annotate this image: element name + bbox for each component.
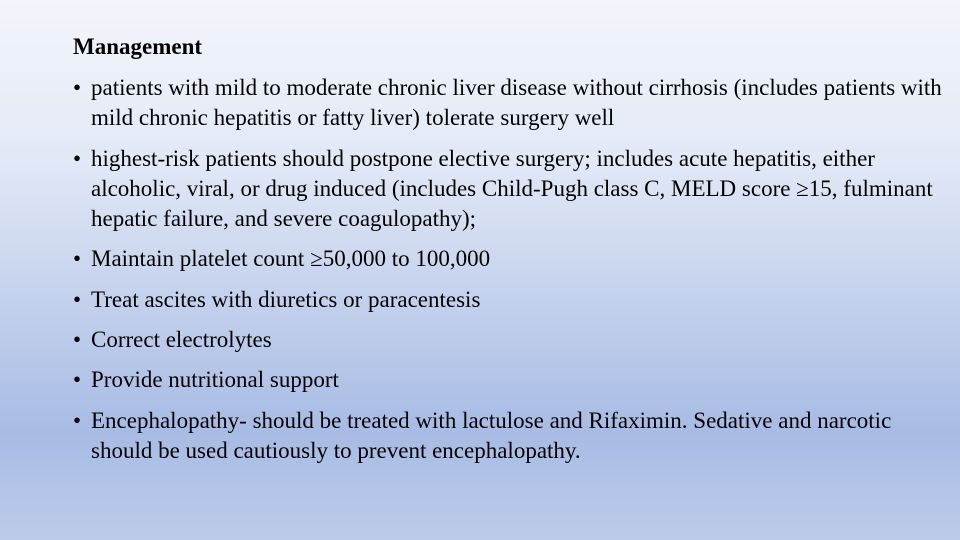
bullet-icon: • <box>73 327 82 353</box>
bullet-text: highest-risk patients should postpone elective surgery; includes acute hepatitis, either alcoholic, viral, or drug induced (includes Child-Pugh class C, MELD score ≥15, fulminant hepatic failure, and severe coagulopathy); <box>91 145 933 232</box>
bullet-text: Treat ascites with diuretics or paracentesis <box>91 286 481 312</box>
bullet-text: patients with mild to moderate chronic liver disease without cirrhosis (includes patients with mild chronic hepatitis or fatty liver) tolerate surgery well <box>91 75 942 131</box>
bullet-icon: • <box>73 246 82 272</box>
bullet-icon: • <box>73 145 82 171</box>
bullet-text: Provide nutritional support <box>91 367 339 393</box>
bullet-item <box>73 285 948 315</box>
bullet-text: Maintain platelet count ≥50,000 to 100,000 <box>91 246 491 272</box>
bullet-item <box>73 73 948 134</box>
bullet-icon: • <box>73 367 82 393</box>
bullet-text: Encephalopathy- should be treated with lactulose and Rifaximin. Sedative and narcotic should be used cautiously to prevent encephalopathy. <box>91 407 892 463</box>
bullet-item <box>73 406 948 467</box>
bullet-icon: • <box>73 407 82 433</box>
bullet-icon: • <box>73 286 82 312</box>
bullet-text: Correct electrolytes <box>91 327 272 353</box>
bullet-item <box>73 365 948 395</box>
bullet-item <box>73 244 948 274</box>
bullet-item <box>73 144 948 235</box>
bullet-list <box>73 73 948 476</box>
bullet-icon: • <box>73 75 82 100</box>
bullet-item <box>73 325 948 355</box>
slide-title: Management <box>73 34 203 59</box>
